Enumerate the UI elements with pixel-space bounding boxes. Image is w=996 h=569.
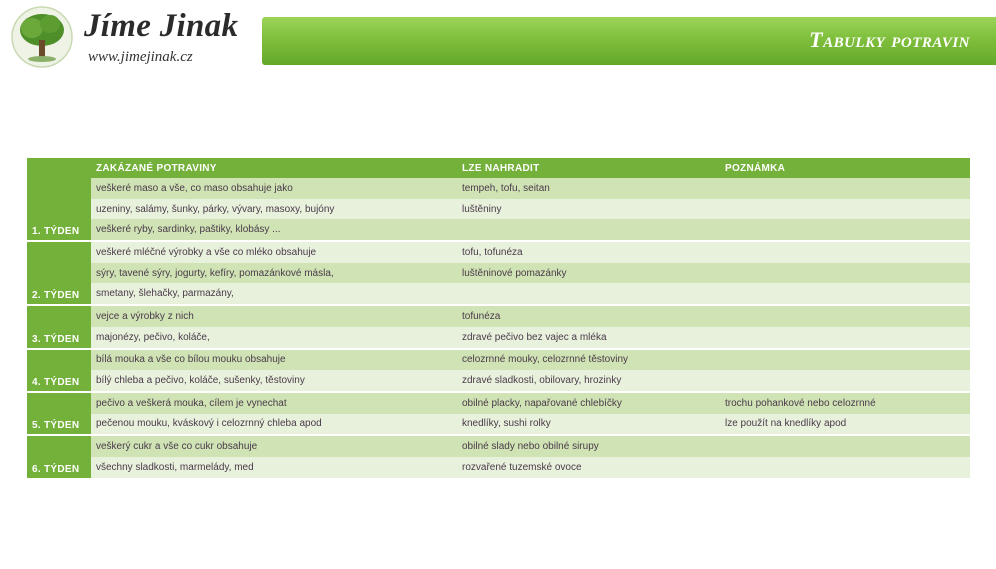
note-cell	[720, 305, 970, 327]
table-row	[27, 263, 970, 284]
table-row	[27, 305, 970, 327]
substitute-cell: zdravé sladkosti, obilovary, hrozinky	[457, 370, 720, 392]
forbidden-food-cell: bílá mouka a vše co bílou mouku obsahuje	[91, 349, 457, 371]
brand-name: Jíme Jinak	[84, 8, 239, 44]
substitute-cell: tofunéza	[457, 305, 720, 327]
week-label: 4. TÝDEN	[27, 349, 91, 392]
substitute-cell	[457, 219, 720, 241]
forbidden-food-cell: majonézy, pečivo, koláče,	[91, 327, 457, 349]
substitute-cell: obilné placky, napařované chlebíčky	[457, 392, 720, 414]
substitute-cell: luštěninové pomazánky	[457, 263, 720, 284]
substitute-cell	[457, 283, 720, 305]
forbidden-food-cell: veškeré mléčné výrobky a vše co mléko obsahuje	[91, 241, 457, 263]
week-label: 5. TÝDEN	[27, 392, 91, 435]
table-row	[27, 349, 970, 371]
substitute-cell: obilné slady nebo obilné sirupy	[457, 435, 720, 457]
week-label: 6. TÝDEN	[27, 435, 91, 477]
note-cell	[720, 457, 970, 478]
table-header-row	[27, 158, 970, 178]
page-title: Tabulky potravin	[809, 27, 970, 52]
tree-logo-icon	[10, 6, 74, 68]
note-cell	[720, 349, 970, 371]
forbidden-food-cell: veškeré ryby, sardinky, paštiky, klobásy ...	[91, 219, 457, 241]
table-row	[27, 370, 970, 392]
note-cell	[720, 219, 970, 241]
table-row	[27, 283, 970, 305]
substitute-cell: celozrnné mouky, celozrnné těstoviny	[457, 349, 720, 371]
substitute-cell: knedlíky, sushi rolky	[457, 414, 720, 436]
table-row	[27, 199, 970, 220]
note-cell	[720, 199, 970, 220]
week-label: 2. TÝDEN	[27, 241, 91, 305]
note-cell	[720, 370, 970, 392]
note-cell	[720, 178, 970, 199]
forbidden-food-cell: pečenou mouku, kváskový i celozrnný chleba apod	[91, 414, 457, 436]
substitute-cell: luštěniny	[457, 199, 720, 220]
table-row	[27, 414, 970, 436]
substitute-column-header: LZE NAHRADIT	[457, 158, 720, 178]
table-row	[27, 392, 970, 414]
note-cell	[720, 327, 970, 349]
note-column-header: POZNÁMKA	[720, 158, 970, 178]
substitute-cell: tempeh, tofu, seitan	[457, 178, 720, 199]
forbidden-food-cell: sýry, tavené sýry, jogurty, kefíry, pomazánkové másla,	[91, 263, 457, 284]
substitute-cell: rozvařené tuzemské ovoce	[457, 457, 720, 478]
title-banner	[262, 17, 996, 65]
forbidden-food-cell: vejce a výrobky z nich	[91, 305, 457, 327]
table-row	[27, 327, 970, 349]
note-cell	[720, 283, 970, 305]
week-label: 1. TÝDEN	[27, 178, 91, 241]
forbidden-food-cell: všechny sladkosti, marmelády, med	[91, 457, 457, 478]
forbidden-food-cell: bílý chleba a pečivo, koláče, sušenky, těstoviny	[91, 370, 457, 392]
week-label: 3. TÝDEN	[27, 305, 91, 348]
table-row	[27, 241, 970, 263]
substitute-cell: tofu, tofunéza	[457, 241, 720, 263]
note-cell	[720, 263, 970, 284]
forbidden-food-cell: veškerý cukr a vše co cukr obsahuje	[91, 435, 457, 457]
substitute-cell: zdravé pečivo bez vajec a mléka	[457, 327, 720, 349]
food-table	[27, 158, 970, 478]
table-row	[27, 457, 970, 478]
forbidden-food-cell: veškeré maso a vše, co maso obsahuje jako	[91, 178, 457, 199]
note-cell	[720, 435, 970, 457]
note-cell: lze použít na knedlíky apod	[720, 414, 970, 436]
forbidden-column-header: ZAKÁZANÉ POTRAVINY	[91, 158, 457, 178]
forbidden-food-cell: pečivo a veškerá mouka, cílem je vynechat	[91, 392, 457, 414]
table-row	[27, 178, 970, 199]
week-column-header	[27, 158, 91, 178]
note-cell	[720, 241, 970, 263]
forbidden-food-cell: uzeniny, salámy, šunky, párky, vývary, masoxy, bujóny	[91, 199, 457, 220]
table-row	[27, 219, 970, 241]
forbidden-food-cell: smetany, šlehačky, parmazány,	[91, 283, 457, 305]
logo[interactable]	[10, 6, 260, 68]
note-cell: trochu pohankové nebo celozrnné	[720, 392, 970, 414]
site-url[interactable]: www.jimejinak.cz	[88, 49, 193, 65]
table-row	[27, 435, 970, 457]
